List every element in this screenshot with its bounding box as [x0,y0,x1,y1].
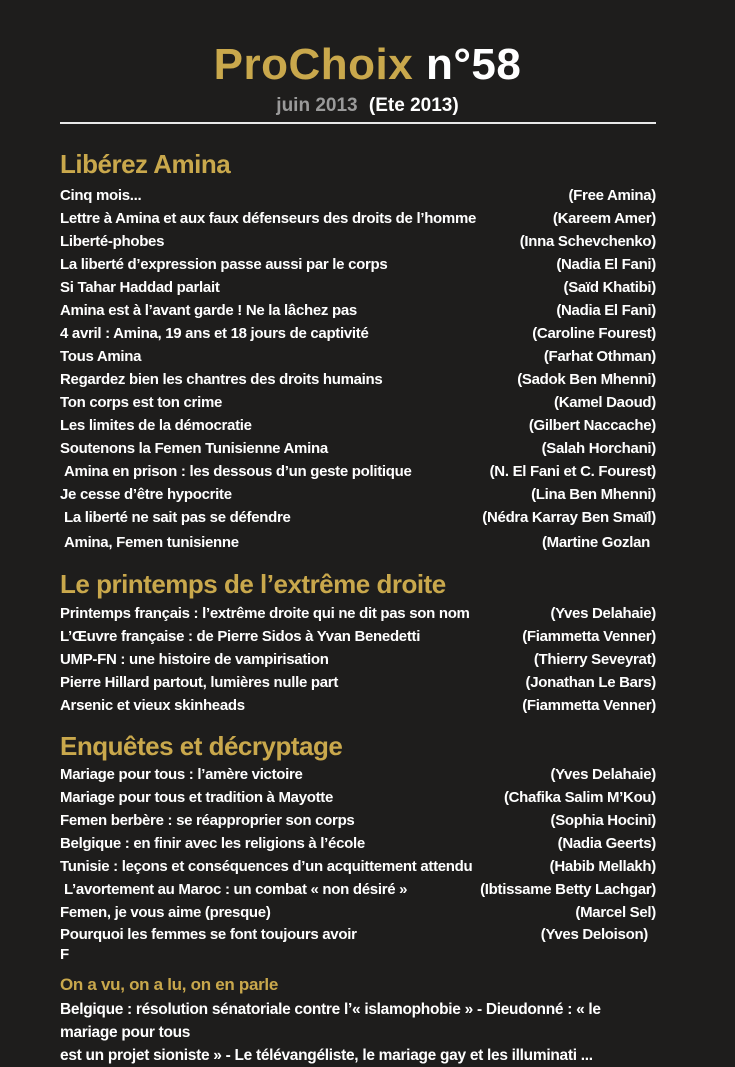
article-title: Arsenic et vieux skinheads [60,697,245,714]
toc-row[interactable] [60,207,656,230]
article-author: (Thierry Seveyrat) [533,651,656,668]
toc-row[interactable] [60,923,656,946]
article-author: (Yves Delahaie) [550,766,656,783]
article-author: (Nadia Geerts) [557,835,656,852]
article-author: (Caroline Fourest) [532,325,656,342]
article-title: Soutenons la Femen Tunisienne Amina [60,440,328,457]
article-author: (Fiammetta Venner) [522,697,656,714]
section-title-enquetes-decryptage: Enquêtes et décryptage [60,731,343,761]
toc-row[interactable] [60,368,656,391]
article-author: (Kareem Amer) [552,210,656,227]
issue-month: juin 2013 [276,95,358,116]
brand-name: ProChoix [213,40,414,89]
issue-season: (Ete 2013) [368,95,459,116]
article-title: L’avortement au Maroc : un combat « non désiré » [64,881,408,898]
article-title: Femen berbère : se réapproprier son corps [60,812,355,829]
toc-row[interactable] [60,437,656,460]
toc-row[interactable] [60,299,656,322]
issue-number: n°58 [425,40,522,89]
header-divider [60,122,656,124]
article-author: (Fiammetta Venner) [522,628,656,645]
toc-row[interactable] [60,460,656,483]
article-author: (Jonathan Le Bars) [525,674,656,691]
toc-row[interactable] [60,648,656,671]
article-title: La liberté d’expression passe aussi par le corps [60,256,388,273]
issue-date [0,94,735,118]
article-title: 4 avril : Amina, 19 ans et 18 jours de captivité [60,325,369,342]
article-author: (Nadia El Fani) [556,256,656,273]
toc-row[interactable] [60,625,656,648]
article-author: (Kamel Daoud) [554,394,656,411]
article-author: (Ibtissame Betty Lachgar) [480,881,656,898]
article-title: Mariage pour tous : l’amère victoire [60,766,303,783]
article-title: Je cesse d’être hypocrite [60,486,232,503]
article-author: (N. El Fani et C. Fourest) [489,463,656,480]
article-author: (Nédra Karray Ben Smaïl) [482,509,656,526]
article-author: (Sadok Ben Mhenni) [517,371,656,388]
article-title: Ton corps est ton crime [60,394,223,411]
article-author: (Chafika Salim M’Kou) [503,789,656,806]
article-title: Les limites de la démocratie [60,417,252,434]
article-author: (Free Amina) [568,187,656,204]
toc-row[interactable] [60,414,656,437]
magazine-title [0,40,735,90]
article-author: (Yves Deloison) [540,926,648,943]
article-title: La liberté ne sait pas se défendre [64,509,291,526]
article-author: (Lina Ben Mhenni) [531,486,656,503]
article-author: (Marcel Sel) [575,904,656,921]
article-author: (Saïd Khatibi) [563,279,656,296]
article-author: (Inna Schevchenko) [519,233,656,250]
toc-row[interactable] [60,786,656,809]
toc-row[interactable] [60,694,656,717]
article-author: (Sophia Hocini) [550,812,656,829]
toc-row[interactable] [60,506,656,529]
article-title: Amina est à l’avant garde ! Ne la lâchez pas [60,302,357,319]
toc-row[interactable] [60,322,656,345]
article-title: Belgique : en finir avec les religions à l’école [60,835,365,852]
toc-row[interactable] [60,809,656,832]
toc-row[interactable] [60,253,656,276]
article-title: Amina, Femen tunisienne [64,534,239,551]
masthead [0,40,735,90]
toc-row[interactable] [60,855,656,878]
stray-character: F [60,946,70,963]
article-title: Pierre Hillard partout, lumières nulle part [60,674,339,691]
section-title-printemps-extreme-droite: Le printemps de l’extrême droite [60,569,446,599]
footer-paragraph-line: Belgique : résolution sénatoriale contre l’« islamophobie » - Dieudonné : « le mariage pour tous [60,1001,601,1041]
article-author: (Nadia El Fani) [556,302,656,319]
toc-row[interactable] [60,276,656,299]
article-title: Regardez bien les chantres des droits humains [60,371,383,388]
toc-row[interactable] [60,184,656,207]
article-title: Amina en prison : les dessous d’un geste politique [64,463,412,480]
article-title: L’Œuvre française : de Pierre Sidos à Yvan Benedetti [60,628,421,645]
article-author: (Farhat Othman) [543,348,656,365]
toc-row[interactable] [60,531,656,554]
section-subhead: On a vu, on a lu, on en parle [60,975,279,994]
article-author: (Martine Gozlan [541,534,650,551]
article-title: Mariage pour tous et tradition à Mayotte [60,789,334,806]
article-title: Pourquoi les femmes se font toujours avoir [60,926,357,943]
article-title: Femen, je vous aime (presque) [60,904,271,921]
toc-row[interactable] [60,345,656,368]
article-title: Tous Amina [60,348,142,365]
article-author: (Yves Delahaie) [550,605,656,622]
toc-row[interactable] [60,878,656,901]
article-title: Liberté-phobes [60,233,165,250]
toc-row[interactable] [60,832,656,855]
toc-row[interactable] [60,901,656,924]
footer-paragraph-line: est un projet sioniste » - Le télévangéliste, le mariage gay et les illuminati ... [60,1047,593,1064]
article-title: Tunisie : leçons et conséquences d’un acquittement attendu [60,858,473,875]
toc-row[interactable] [60,483,656,506]
toc-row[interactable] [60,230,656,253]
article-author: (Salah Horchani) [541,440,656,457]
toc-row[interactable] [60,763,656,786]
article-title: Lettre à Amina et aux faux défenseurs des droits de l’homme [60,210,477,227]
toc-row[interactable] [60,671,656,694]
toc-row[interactable] [60,391,656,414]
article-author: (Gilbert Naccache) [528,417,656,434]
article-title: Printemps français : l’extrême droite qui ne dit pas son nom [60,605,470,622]
section-title-liberez-amina: Libérez Amina [60,149,231,179]
article-title: UMP-FN : une histoire de vampirisation [60,651,329,668]
toc-row[interactable] [60,602,656,625]
article-author: (Habib Mellakh) [549,858,656,875]
article-title: Si Tahar Haddad parlait [60,279,220,296]
article-title: Cinq mois... [60,187,142,204]
